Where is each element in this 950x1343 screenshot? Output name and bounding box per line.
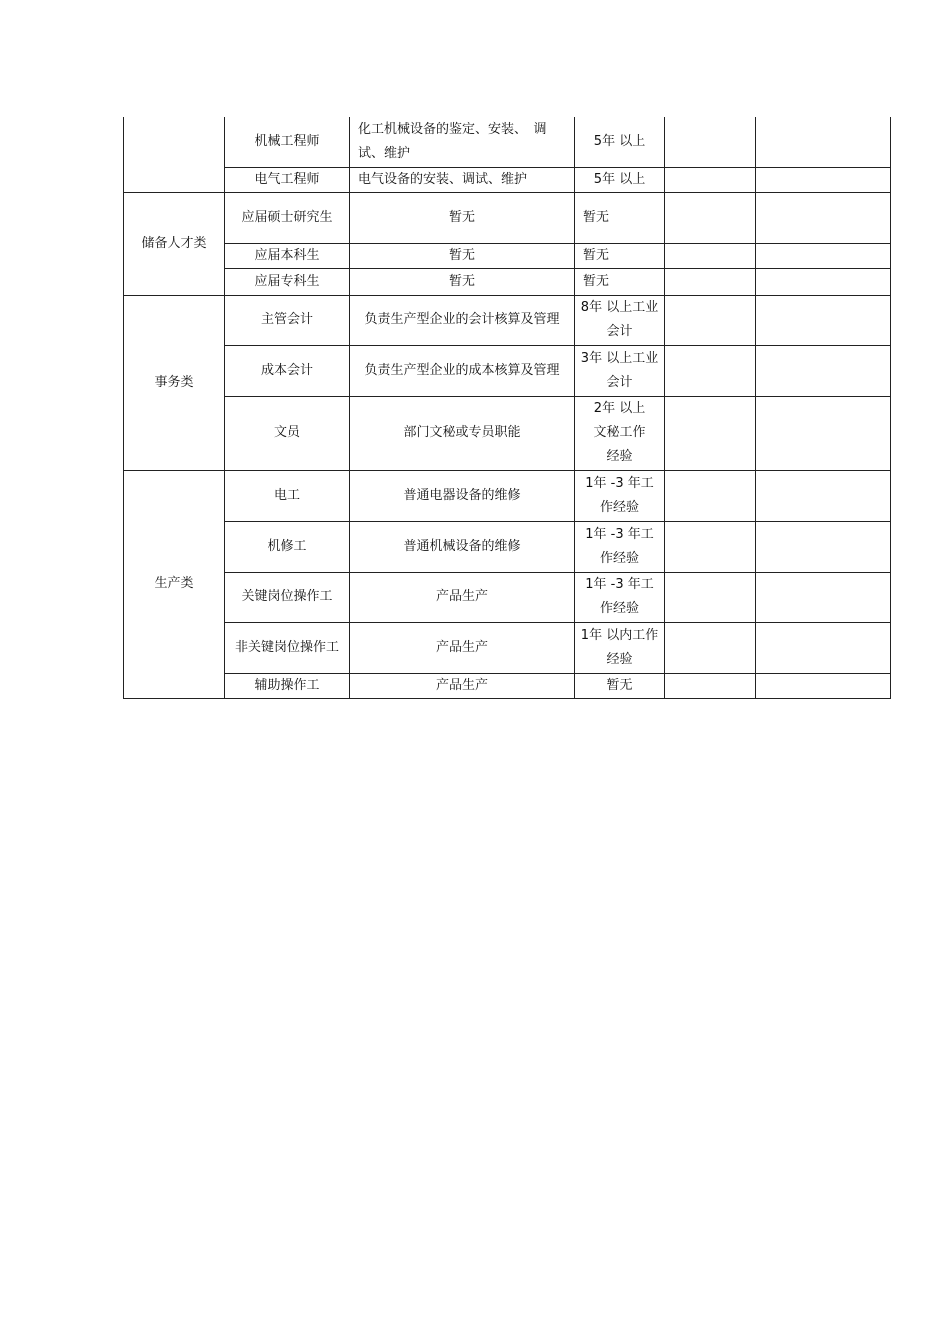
- empty-cell: [665, 192, 756, 243]
- table-row: [124, 521, 891, 572]
- requirement-cell: 3年 以上工业会计: [575, 345, 665, 396]
- position-cell: 文员: [225, 396, 350, 470]
- position-cell: 非关键岗位操作工: [225, 622, 350, 673]
- requirement-cell: 1年 -3 年工作经验: [575, 470, 665, 521]
- empty-cell: [756, 622, 891, 673]
- empty-cell: [665, 268, 756, 295]
- position-cell: 关键岗位操作工: [225, 572, 350, 622]
- empty-cell: [756, 268, 891, 295]
- duty-cell: 部门文秘或专员职能: [350, 396, 575, 470]
- duty-cell: 电气设备的安装、调试、维护: [350, 167, 575, 192]
- table-row: [124, 167, 891, 192]
- duty-cell: 暂无: [350, 243, 575, 268]
- table-row: [124, 295, 891, 345]
- duty-cell: 产品生产: [350, 673, 575, 698]
- empty-cell: [665, 396, 756, 470]
- duty-cell: 化工机械设备的鉴定、安装、 调试、维护: [350, 117, 575, 167]
- empty-cell: [756, 192, 891, 243]
- empty-cell: [756, 167, 891, 192]
- position-cell: 主管会计: [225, 295, 350, 345]
- category-cell: 储备人才类: [124, 192, 225, 295]
- position-cell: 成本会计: [225, 345, 350, 396]
- duty-cell: 产品生产: [350, 572, 575, 622]
- empty-cell: [665, 622, 756, 673]
- recruitment-table: [123, 117, 891, 699]
- requirement-cell: 暂无: [575, 673, 665, 698]
- requirement-cell: 8年 以上工业会计: [575, 295, 665, 345]
- duty-cell: 普通电器设备的维修: [350, 470, 575, 521]
- requirement-cell: 1年 以内工作经验: [575, 622, 665, 673]
- empty-cell: [665, 167, 756, 192]
- empty-cell: [756, 470, 891, 521]
- position-cell: 电气工程师: [225, 167, 350, 192]
- empty-cell: [665, 117, 756, 167]
- empty-cell: [756, 396, 891, 470]
- table-row: [124, 673, 891, 698]
- empty-cell: [665, 345, 756, 396]
- table-row: [124, 192, 891, 243]
- empty-cell: [756, 521, 891, 572]
- empty-cell: [756, 345, 891, 396]
- table-row: [124, 396, 891, 470]
- requirement-cell: 暂无: [575, 192, 665, 243]
- empty-cell: [665, 470, 756, 521]
- empty-cell: [665, 572, 756, 622]
- empty-cell: [756, 572, 891, 622]
- empty-cell: [756, 243, 891, 268]
- requirement-cell: 暂无: [575, 268, 665, 295]
- table-row: [124, 622, 891, 673]
- category-cell: 生产类: [124, 470, 225, 698]
- category-cell: [124, 117, 225, 192]
- duty-cell: 负责生产型企业的成本核算及管理: [350, 345, 575, 396]
- position-cell: 应届专科生: [225, 268, 350, 295]
- table-row: [124, 345, 891, 396]
- table-row: [124, 117, 891, 167]
- table-row: [124, 268, 891, 295]
- position-cell: 应届硕士研究生: [225, 192, 350, 243]
- empty-cell: [665, 673, 756, 698]
- requirement-cell: 2年 以上文秘工作经验: [575, 396, 665, 470]
- empty-cell: [756, 295, 891, 345]
- requirement-cell: 5年 以上: [575, 117, 665, 167]
- position-cell: 机修工: [225, 521, 350, 572]
- duty-cell: 产品生产: [350, 622, 575, 673]
- empty-cell: [756, 673, 891, 698]
- requirement-cell: 1年 -3 年工作经验: [575, 572, 665, 622]
- requirement-cell: 1年 -3 年工作经验: [575, 521, 665, 572]
- table-row: [124, 572, 891, 622]
- table-row: [124, 243, 891, 268]
- requirement-cell: 暂无: [575, 243, 665, 268]
- position-cell: 应届本科生: [225, 243, 350, 268]
- empty-cell: [665, 243, 756, 268]
- duty-cell: 普通机械设备的维修: [350, 521, 575, 572]
- duty-cell: 负责生产型企业的会计核算及管理: [350, 295, 575, 345]
- position-cell: 电工: [225, 470, 350, 521]
- requirement-cell: 5年 以上: [575, 167, 665, 192]
- category-cell: 事务类: [124, 295, 225, 470]
- position-cell: 机械工程师: [225, 117, 350, 167]
- duty-cell: 暂无: [350, 268, 575, 295]
- position-cell: 辅助操作工: [225, 673, 350, 698]
- empty-cell: [665, 521, 756, 572]
- empty-cell: [665, 295, 756, 345]
- empty-cell: [756, 117, 891, 167]
- duty-cell: 暂无: [350, 192, 575, 243]
- table-row: [124, 470, 891, 521]
